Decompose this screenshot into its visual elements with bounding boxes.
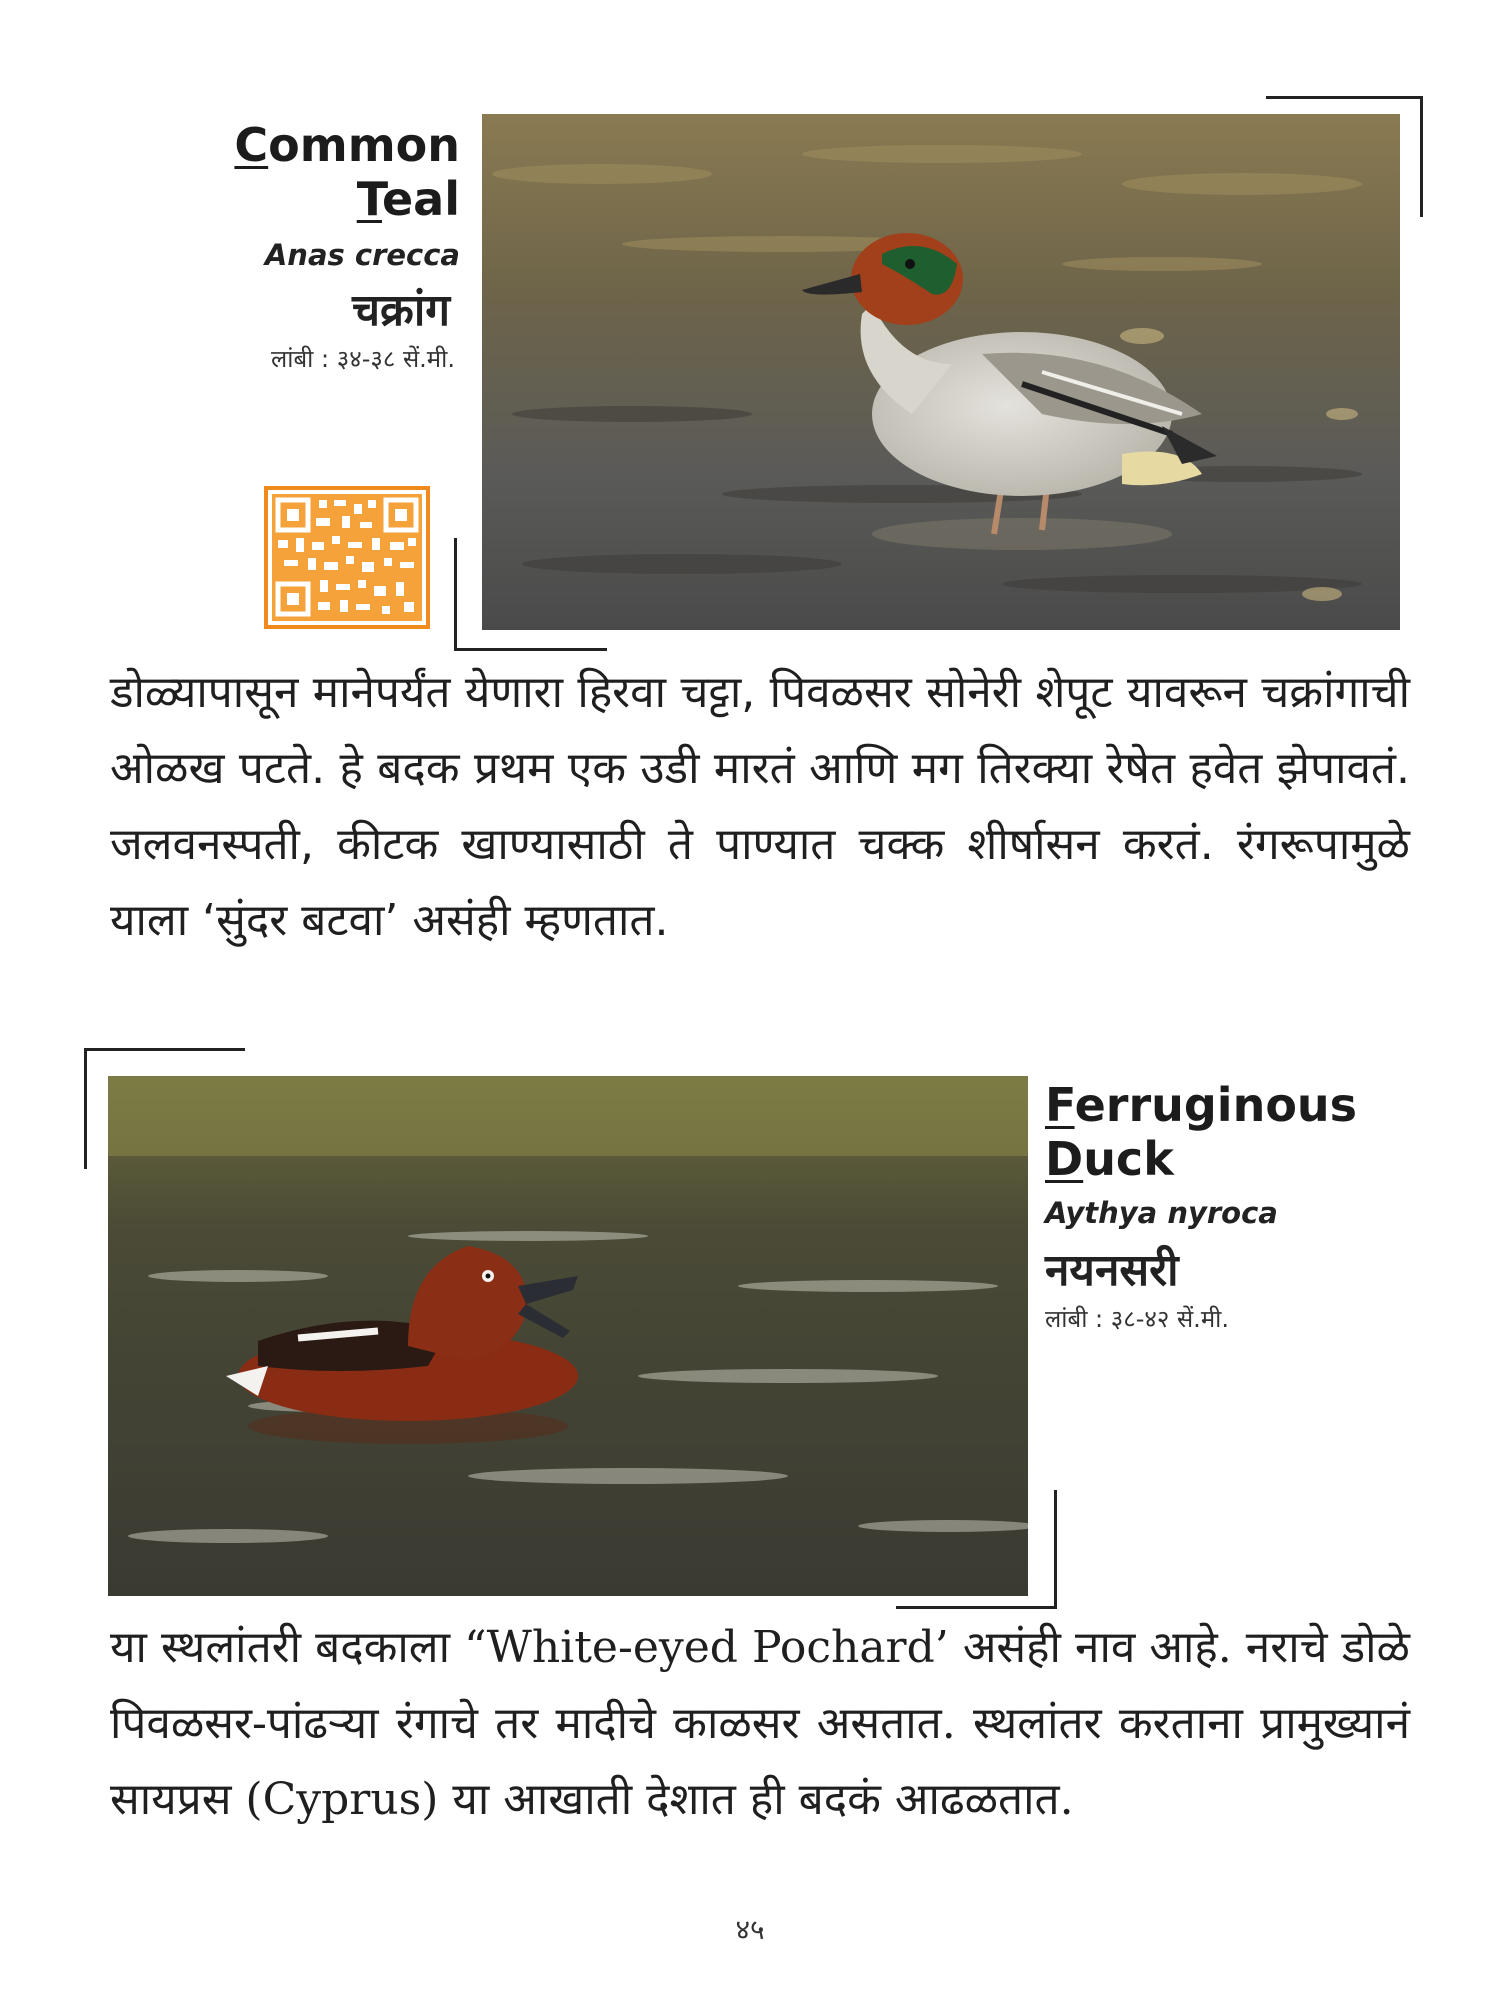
marathi-name: नयनसरी (1045, 1245, 1179, 1296)
length-text: लांबी : ३८-४२ सें.मी. (1045, 1305, 1230, 1333)
qr-code-icon[interactable] (264, 486, 430, 629)
common-teal-description: डोळ्यापासून मानेपर्यंत येणारा हिरवा चट्टा, पिवळसर सोनेरी शेपूट यावरून चक्रांगाची ओळख पटते. हे बदक प्रथम एक उडी मारतं आणि मग तिरक्या रेषेत हवेत झेपावतं. जलवनस्पती, कीटक खाण्यासाठी ते पाण्यात चक्क शीर्षासन करतं. रंगरूपामुळे याला ‘सुंदर बटवा’ असंही म्हणतात. (110, 667, 1410, 946)
marathi-name: चक्रांग (352, 285, 450, 336)
scientific-name: Aythya nyroca (1045, 1196, 1278, 1230)
ferruginous-duck-description: या स्थलांतरी बदकाला “White-eyed Pochard’ असंही नाव आहे. नराचे डोळे पिवळसर-पांढऱ्या रंगाचे तर मादीचे काळसर असतात. स्थलांतर करताना प्रामुख्यानं सायप्रस (Cyprus) या आखाती देशात ही बदकं आढळतात. (110, 1622, 1410, 1825)
scientific-name: Anas crecca (264, 238, 460, 272)
length-text: लांबी : ३४-३८ सें.मी. (270, 345, 455, 373)
ferruginous-duck-photo (108, 1076, 1028, 1596)
common-teal-photo (482, 114, 1400, 630)
page-number: ४५ (735, 1913, 765, 1946)
species-title-common-teal: Common Teal (234, 118, 460, 226)
species-title-ferruginous-duck: Ferruginous Duck (1045, 1078, 1358, 1186)
